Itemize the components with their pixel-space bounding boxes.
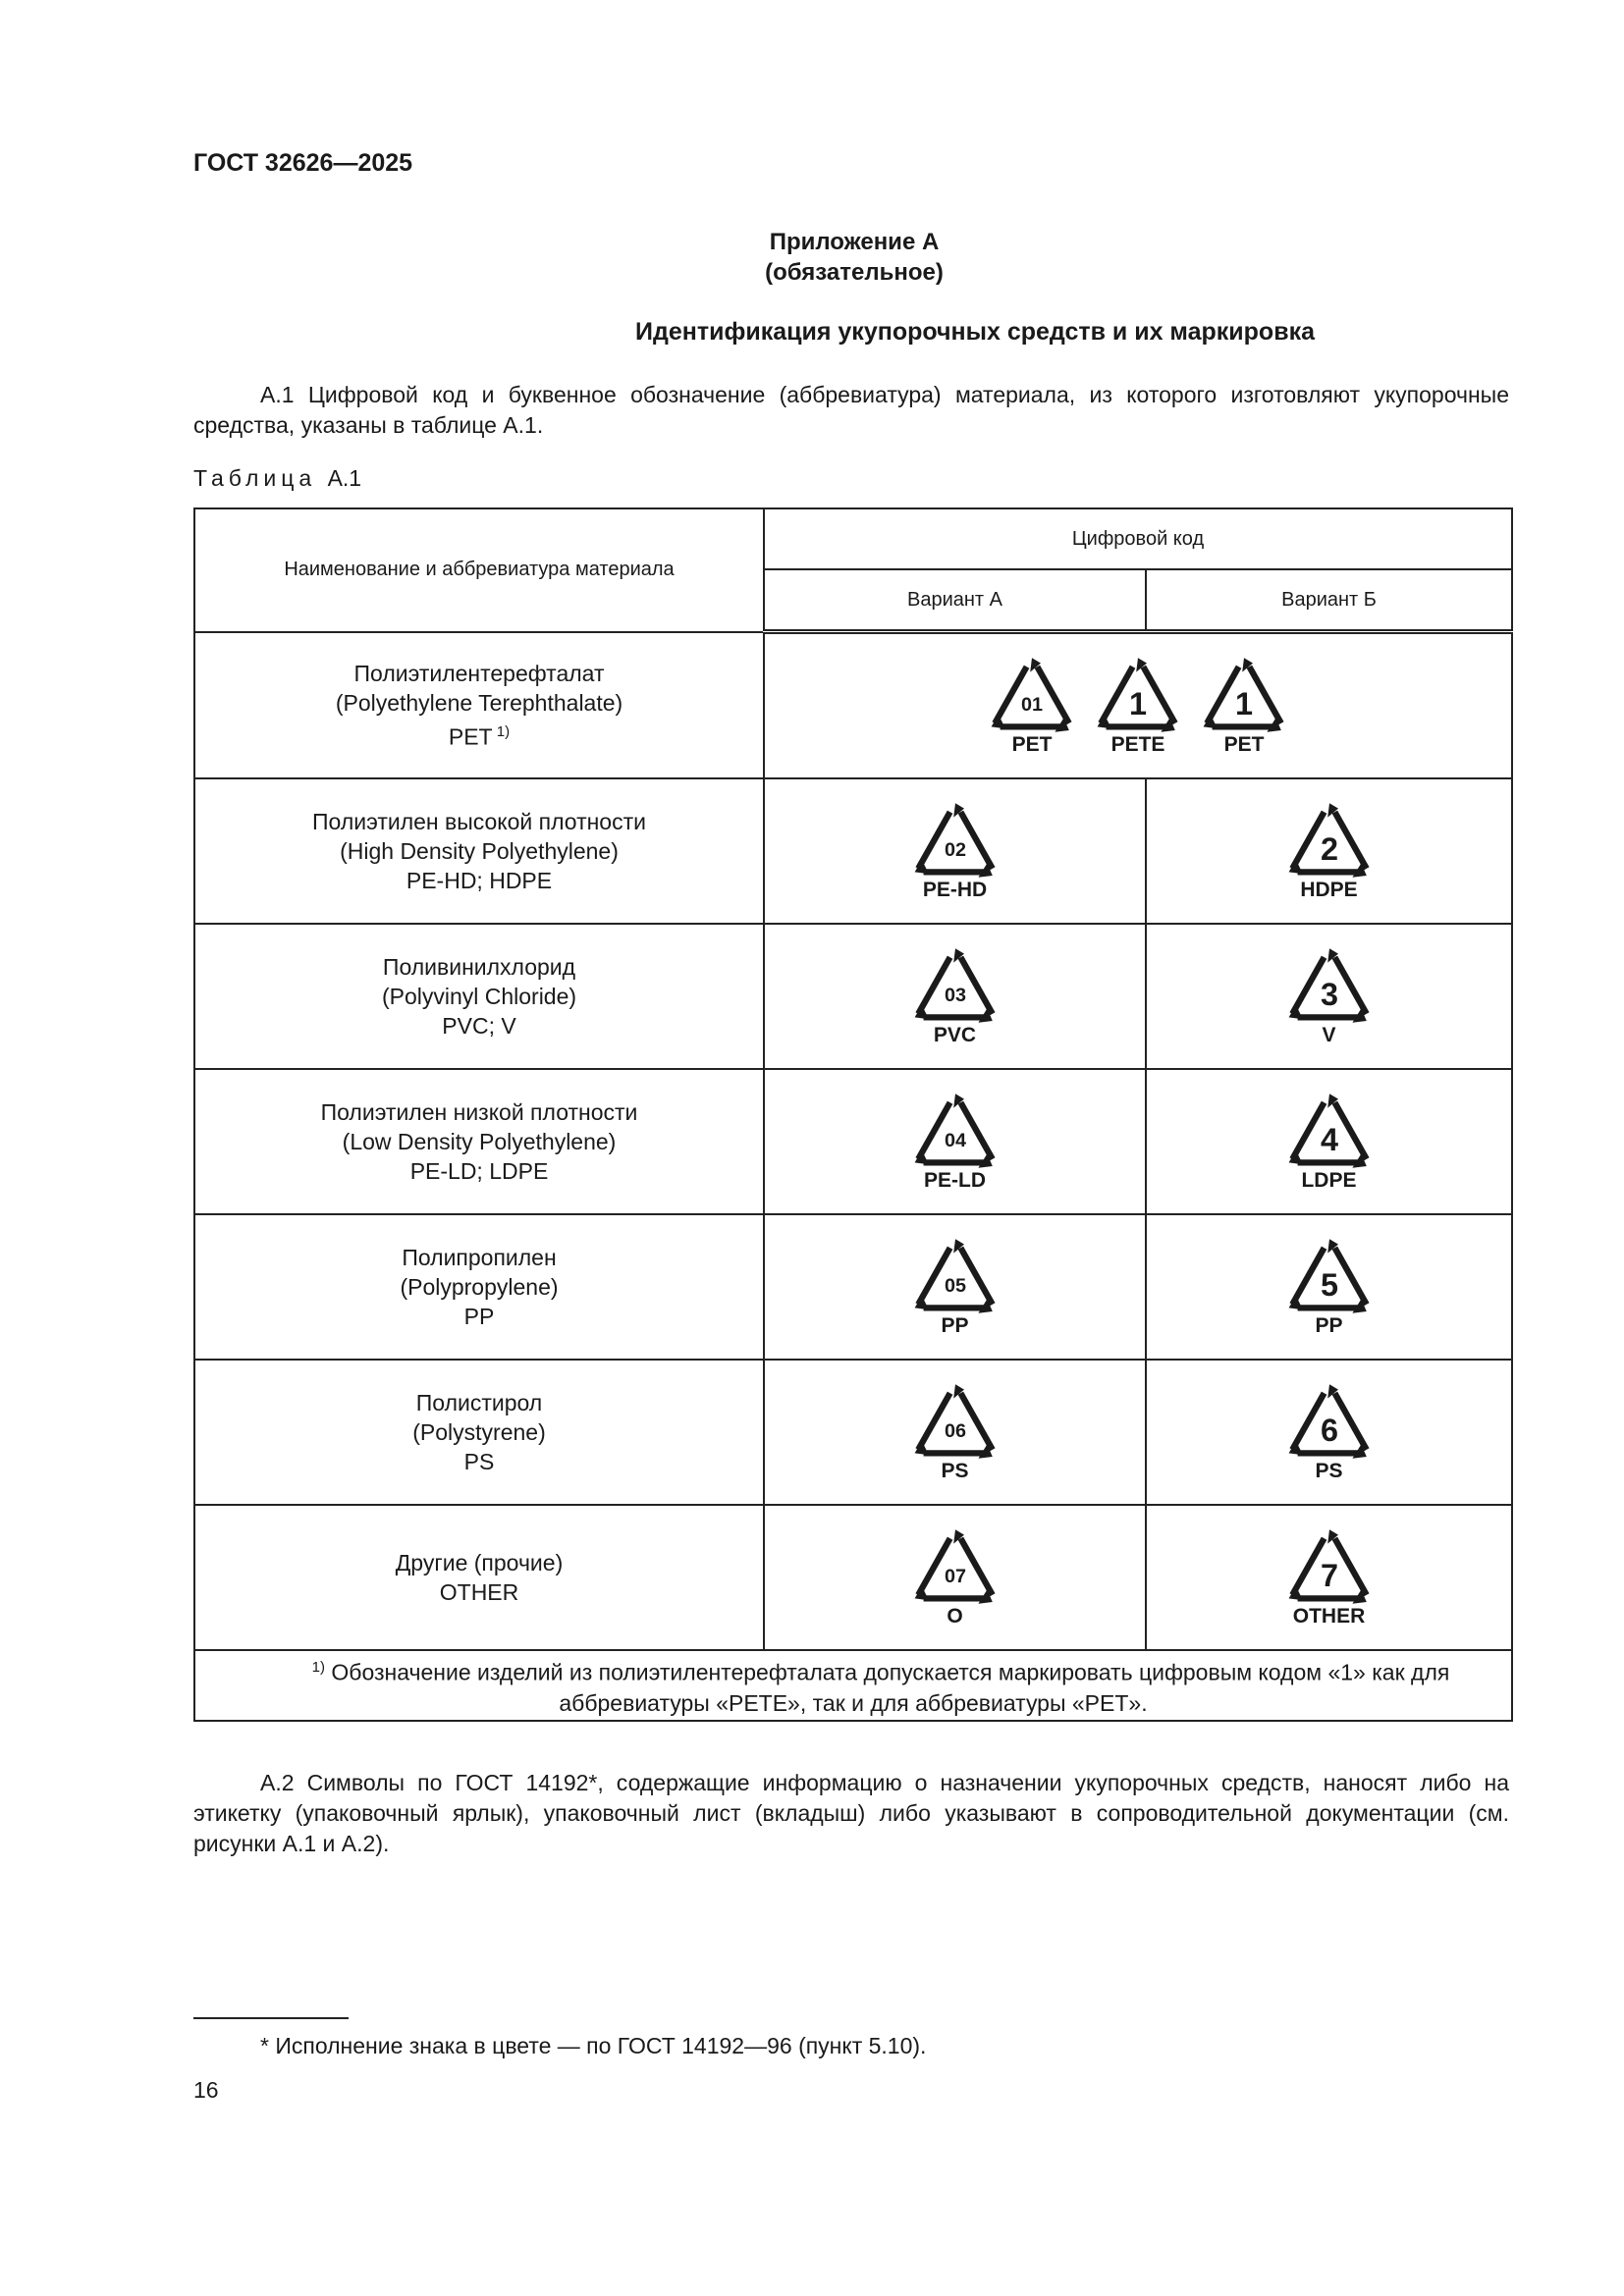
symbol-cell-variant-b	[1146, 1214, 1512, 1360]
recycle-triangle-icon	[911, 1382, 1000, 1461]
material-name-cell	[194, 1360, 764, 1505]
recycling-symbol	[911, 946, 1000, 1046]
recycle-triangle-icon	[1285, 801, 1374, 880]
symbol-cell-variant-b	[1146, 1360, 1512, 1505]
table-note-row	[194, 1650, 1512, 1721]
paragraph-a2	[193, 1768, 1509, 1859]
recycling-symbol	[911, 1382, 1000, 1482]
recycle-triangle-icon	[911, 1237, 1000, 1315]
symbol-cell-variant-a	[764, 1505, 1146, 1650]
recycling-symbol	[911, 1237, 1000, 1337]
recycling-symbol	[1285, 946, 1374, 1046]
symbol-cell-variant-a	[764, 924, 1146, 1069]
symbol-cell-variant-a	[764, 1069, 1146, 1214]
material-name-line: Полистирол	[415, 1390, 543, 1415]
symbol-cell-merged	[764, 632, 1512, 779]
paragraph-a1-text: А.1 Цифровой код и буквенное обозначение (аббревиатура) материала, из которого изготовляют укупорочные средства, указаны в таблице А.1.	[193, 382, 1509, 438]
annex-title: Приложение А	[769, 229, 940, 255]
recycle-triangle-icon	[1285, 1092, 1374, 1170]
resin-code-label: OTHER	[1292, 1605, 1366, 1628]
material-name-line: (Low Density Polyethylene)	[342, 1129, 617, 1154]
resin-code-number: 07	[944, 1566, 966, 1588]
symbol-cell-variant-a	[764, 1214, 1146, 1360]
table-header-row-1	[194, 508, 1512, 569]
material-name-cell	[194, 632, 764, 779]
page-number: 16	[193, 2077, 219, 2103]
symbol-cell-variant-a	[764, 778, 1146, 924]
table-row	[194, 1214, 1512, 1360]
footnote-mark: 1)	[492, 722, 511, 740]
table-note-mark: 1)	[311, 1659, 325, 1677]
material-name-line: PS	[463, 1449, 495, 1474]
material-name-cell	[194, 924, 764, 1069]
material-name-line: Полиэтилентерефталат	[353, 660, 605, 686]
resin-code-number: 01	[1020, 694, 1044, 717]
recycling-symbol	[1285, 801, 1374, 901]
resin-code-number: 7	[1320, 1557, 1338, 1593]
material-name-cell	[194, 1505, 764, 1650]
symbol-cell-variant-b	[1146, 924, 1512, 1069]
recycle-triangle-icon	[1285, 1237, 1374, 1315]
paragraph-a2-text: А.2 Символы по ГОСТ 14192*, содержащие информацию о назначении укупорочных средств, наносят либо на этикетку (упаковочный ярлык), упаковочный лист (вкладыш) либо указывают в сопроводительной документации (см. рисунки А.1 и А.2).	[193, 1770, 1509, 1856]
resin-code-number: 04	[944, 1130, 966, 1152]
resin-code-number: 05	[944, 1275, 966, 1298]
table-body	[194, 632, 1512, 1651]
paragraph-a1	[193, 380, 1509, 441]
recycling-symbol	[1285, 1092, 1374, 1192]
material-name-cell	[194, 778, 764, 924]
material-name-line: (Polypropylene)	[400, 1274, 559, 1300]
resin-code-label: PP	[1315, 1314, 1343, 1337]
recycling-symbol	[911, 801, 1000, 901]
material-name-line: (Polyethylene Terephthalate)	[335, 689, 623, 716]
symbol-cell-variant-b	[1146, 1505, 1512, 1650]
table-row	[194, 632, 1512, 779]
resin-code-number: 2	[1320, 830, 1338, 867]
recycling-symbol	[1200, 656, 1288, 756]
recycle-triangle-icon	[911, 1527, 1000, 1606]
table-row	[194, 1069, 1512, 1214]
resin-code-label: PET	[1011, 733, 1053, 756]
resin-code-label: PP	[941, 1314, 969, 1337]
recycle-triangle-icon	[911, 801, 1000, 880]
table-note	[194, 1650, 1512, 1721]
material-name-cell	[194, 1214, 764, 1360]
material-name-line: (Polyvinyl Chloride)	[381, 984, 577, 1009]
table-row	[194, 778, 1512, 924]
document-code: ГОСТ 32626—2025	[193, 149, 413, 177]
column-header-material: Наименование и аббревиатура материала	[194, 508, 764, 632]
resin-code-number: 02	[944, 839, 966, 862]
recycle-triangle-icon	[988, 656, 1076, 734]
material-name-line: Полиэтилен низкой плотности	[320, 1099, 638, 1125]
column-header-variant-b: Вариант Б	[1146, 569, 1512, 632]
section-title: Идентификация укупорочных средств и их маркировка	[635, 318, 1315, 346]
recycling-symbol	[1285, 1527, 1374, 1628]
resin-code-number: 1	[1234, 685, 1254, 721]
material-name-line: PET $^{1)}$	[448, 722, 511, 750]
material-name-line: Полиэтилен высокой плотности	[312, 809, 646, 834]
recycling-symbol	[1285, 1382, 1374, 1482]
resin-code-number: 4	[1320, 1121, 1338, 1157]
material-name-line: PP	[463, 1304, 495, 1329]
recycling-symbol	[1094, 656, 1182, 756]
recycling-symbol	[911, 1527, 1000, 1628]
recycle-triangle-icon	[911, 1092, 1000, 1170]
symbol-cell-variant-a	[764, 1360, 1146, 1505]
column-header-variant-a: Вариант А	[764, 569, 1146, 632]
table-caption-word: Таблица	[193, 465, 317, 491]
resin-code-number: 5	[1320, 1266, 1338, 1303]
recycling-symbol	[988, 656, 1076, 756]
footnote-divider	[193, 2017, 349, 2019]
annex-heading	[0, 227, 1624, 288]
material-name-line: PE-LD; LDPE	[409, 1158, 549, 1184]
recycling-symbol	[1285, 1237, 1374, 1337]
resin-code-label: PS	[1315, 1460, 1343, 1482]
resin-code-number: 3	[1320, 976, 1338, 1012]
symbol-cell-variant-b	[1146, 778, 1512, 924]
material-name-line: OTHER	[439, 1579, 519, 1605]
resin-code-label: PE-HD	[922, 879, 988, 901]
material-name-line: Поливинилхлорид	[382, 954, 576, 980]
material-name-line: Другие (прочие)	[395, 1550, 564, 1575]
annex-status: (обязательное)	[765, 259, 944, 286]
materials-table	[193, 507, 1513, 1722]
table-caption-number: А.1	[327, 465, 362, 491]
resin-code-label: PS	[941, 1460, 969, 1482]
recycle-triangle-icon	[1285, 946, 1374, 1025]
resin-code-label: PE-LD	[924, 1169, 986, 1192]
resin-code-label: V	[1322, 1024, 1336, 1046]
material-name-line: PE-HD; HDPE	[406, 868, 553, 893]
recycle-triangle-icon	[911, 946, 1000, 1025]
resin-code-number: 03	[944, 985, 966, 1007]
recycle-triangle-icon	[1285, 1382, 1374, 1461]
column-header-code: Цифровой код	[764, 508, 1512, 569]
resin-code-label: O	[947, 1605, 963, 1628]
table-row	[194, 924, 1512, 1069]
symbol-cell-variant-b	[1146, 1069, 1512, 1214]
table-row	[194, 1360, 1512, 1505]
resin-code-number: 1	[1128, 685, 1148, 721]
resin-code-label: PET	[1223, 733, 1265, 756]
resin-code-number: 6	[1320, 1412, 1338, 1448]
recycle-triangle-icon	[1094, 656, 1182, 734]
recycle-triangle-icon	[1285, 1527, 1374, 1606]
table-note-text: Обозначение изделий из полиэтилентерефталата допускается маркировать цифровым кодом «1» как для аббревиатуры «PETE», так и для аббревиатуры «PET».	[331, 1659, 1450, 1716]
resin-code-label: PETE	[1110, 733, 1165, 756]
material-name-line: PVC; V	[442, 1013, 516, 1039]
resin-code-number: 06	[944, 1420, 966, 1443]
material-name-line: (Polystyrene)	[412, 1419, 546, 1445]
resin-code-label: PVC	[933, 1024, 977, 1046]
resin-code-label: LDPE	[1301, 1169, 1357, 1192]
material-name-line: Полипропилен	[402, 1245, 557, 1270]
recycle-triangle-icon	[1200, 656, 1288, 734]
footnote: * Исполнение знака в цвете — по ГОСТ 14192—96 (пункт 5.10).	[260, 2033, 927, 2058]
material-name-line: (High Density Polyethylene)	[340, 838, 619, 864]
recycling-symbol	[911, 1092, 1000, 1192]
table-row	[194, 1505, 1512, 1650]
table-caption	[193, 465, 361, 492]
material-name-cell	[194, 1069, 764, 1214]
resin-code-label: HDPE	[1300, 879, 1358, 901]
